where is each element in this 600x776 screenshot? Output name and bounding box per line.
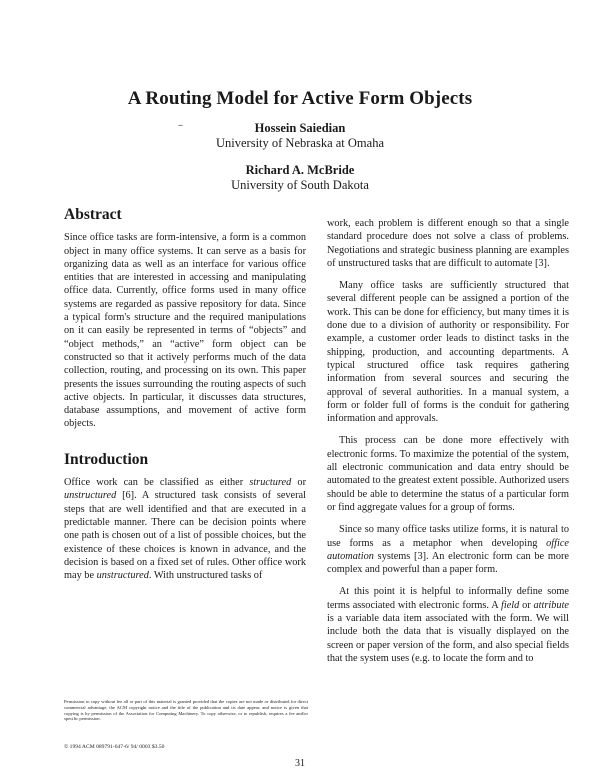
body-paragraph: At this point it is helpful to informally define some terms associated with electronic forms. A field or attribute is a variable data item associated with the form. We will include both the data that is visually displayed on the screen or paper version of the form, and also special fields that the system uses (e.g. to locate the form and to — [327, 586, 569, 664]
introduction-heading: Introduction — [64, 450, 149, 468]
author-affiliation: University of Nebraska at Omaha — [216, 136, 384, 150]
abstract-text: Since office tasks are form-intensive, a form is a common object in many office systems. It can serve as a basis for organizing data as well as an interface for various office entities that are interested in accessing and manipulating office data. Currently, office forms used in many office systems are regarded as passive repository for data. Since a typical form's structure and the required manipulations on it can easily be represented in terms of “objects” and “object methods,” an “active” form object can be constructed so that it actively performs much of the data collection, routing, and processing on its own. This paper presents the issues surrounding the routing aspects of such active objects. In particular, it discusses data structures, database assumptions, and movement of active form objects. — [64, 232, 306, 430]
body-paragraph: work, each problem is different enough so that a single standard procedure does not solve a class of problems. Negotiations and strategic business planning are examples of unstructured tasks that are difficult to automate [3]. — [327, 218, 569, 269]
right-column — [327, 217, 569, 665]
introduction-paragraph: Office work can be classified as either structured or unstructured [6]. A structured task consists of several steps that are well identified and that are executed in a predictable manner. There can be decision points where one path is chosen out of a list of possible choices, but the existence of these choices is known in advance, and the decision is based on a fixed set of rules. Other office work may be unstructured. With unstructured tasks of — [64, 477, 307, 582]
body-paragraph: Since so many office tasks utilize forms, it is natural to use forms as a metaphor when developing office automation systems [3]. An electronic form can be more complex and powerful than a paper form. — [327, 524, 569, 576]
body-paragraph: This process can be done more effectively with electronic forms. To maximize the potential of the system, all electronic communication and data entry should be automated to the greatest extent possible. Authorized users should be able to determine the status of a particular form or find aggregate values for a group of forms. — [327, 435, 569, 513]
author-affiliation: University of South Dakota — [231, 178, 369, 192]
body-paragraph: Many office tasks are sufficiently structured that several different people can be assigned a portion of the work. This can be done for efficiency, but many times it is done due to a division of authority or responsibility. For example, a customer order leads to distinct tasks in the shipping, production, and accounting departments. A typical structured office task requires gathering information from several sources and securing the approval of several authorities. In a manual system, a form or folder full of forms is the conduit for gathering information and approvals. — [327, 280, 569, 425]
title-dash: – — [178, 120, 183, 131]
abstract-heading: Abstract — [64, 206, 122, 223]
author-name: Hossein Saiedian — [254, 121, 346, 135]
author-name: Richard A. McBride — [245, 163, 355, 177]
copyright-notice: © 1994 ACM 089791-647-6/ 94/ 0003 $3.50 — [64, 744, 165, 750]
left-column — [64, 208, 306, 582]
author-block-2 — [0, 163, 600, 193]
permission-footnote: Permission to copy without fee all or part of this material is granted provided that the copies are not made or distributed for direct commercial advantage, the ACM copyright notice and the title of the publication and its date appear, and notice is given that copying is by permission of the Association for Computing Machinery. To copy otherwise, or to republish, requires a fee and/or specific permission. — [64, 699, 308, 722]
page-number: 31 — [295, 758, 305, 769]
author-block-1 — [0, 121, 600, 151]
paper-title: A Routing Model for Active Form Objects — [127, 88, 473, 109]
